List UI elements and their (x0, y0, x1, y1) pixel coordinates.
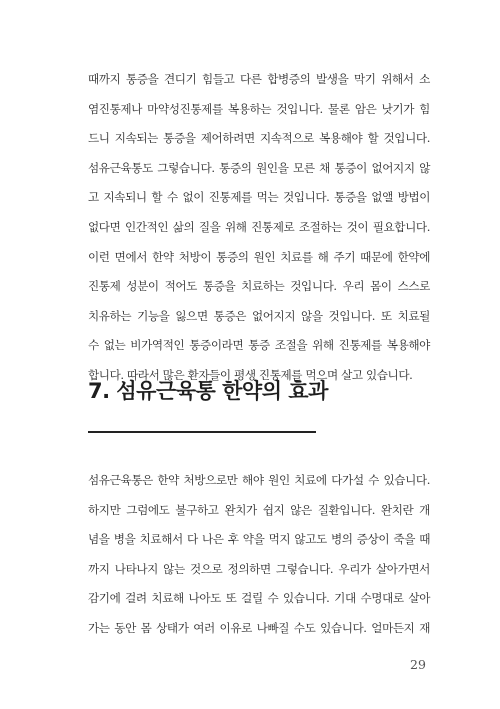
heading-underline (88, 431, 316, 433)
text-line: 념을 병을 치료해서 다 나은 후 약을 먹지 않고도 병의 증상이 죽을 때 (88, 532, 430, 547)
text-line: 없다면 인간적인 삶의 질을 위해 진통제로 조절하는 것이 필요합니다. (88, 219, 430, 234)
section-heading: 7. 섬유근육통 한약의 효과 (88, 379, 328, 403)
body-paragraph-1 (88, 65, 430, 391)
text-line: 감기에 걸려 치료해 나아도 또 걸릴 수 있습니다. 기대 수명대로 살아 (88, 591, 430, 606)
text-line: 섬유근육통도 그렇습니다. 통증의 원인을 모른 채 통증이 없어지지 않 (88, 160, 430, 175)
text-line: 염진통제나 마약성진통제를 복용하는 것입니다. 물론 암은 낫기가 힘 (88, 101, 430, 116)
text-line: 하지만 그럼에도 불구하고 완치가 쉽지 않은 질환입니다. 완치란 개 (88, 502, 430, 517)
text-line: 섬유근육통은 한약 처방으로만 해야 원인 치료에 다가설 수 있습니다. (88, 473, 430, 487)
page-number: 29 (410, 657, 426, 672)
text-line: 까지 나타나지 않는 것으로 정의하면 그렇습니다. 우리가 살아가면서 (88, 561, 430, 576)
text-line: 가는 동안 몸 상태가 여러 이유로 나빠질 수도 있습니다. 얼마든지 재 (88, 620, 430, 635)
text-line: 진통제 성분이 적어도 통증을 치료하는 것입니다. 우리 몸이 스스로 (88, 279, 430, 294)
text-line: 때까지 통증을 견디기 힘들고 다른 합병증의 발생을 막기 위해서 소 (88, 72, 430, 86)
text-line: 수 없는 비가역적인 통증이라면 통증 조절을 위해 진통제를 복용해야 (88, 338, 430, 353)
text-line: 이런 면에서 한약 처방이 통증의 원인 치료를 해 주기 때문에 한약에 (88, 249, 430, 264)
body-paragraph-2 (88, 466, 430, 644)
text-line: 고 지속되니 할 수 없이 진통제를 먹는 것입니다. 통증을 없앨 방법이 (88, 190, 430, 205)
text-line: 드니 지속되는 통증을 제어하려면 지속적으로 복용해야 할 것입니다. (88, 131, 430, 146)
text-line: 치유하는 기능을 잃으면 통증은 없어지지 않을 것입니다. 또 치료될 (88, 308, 430, 323)
text-line: 합니다. 따라서 많은 환자들이 평생 진통제를 먹으며 살고 있습니다. (88, 367, 413, 382)
